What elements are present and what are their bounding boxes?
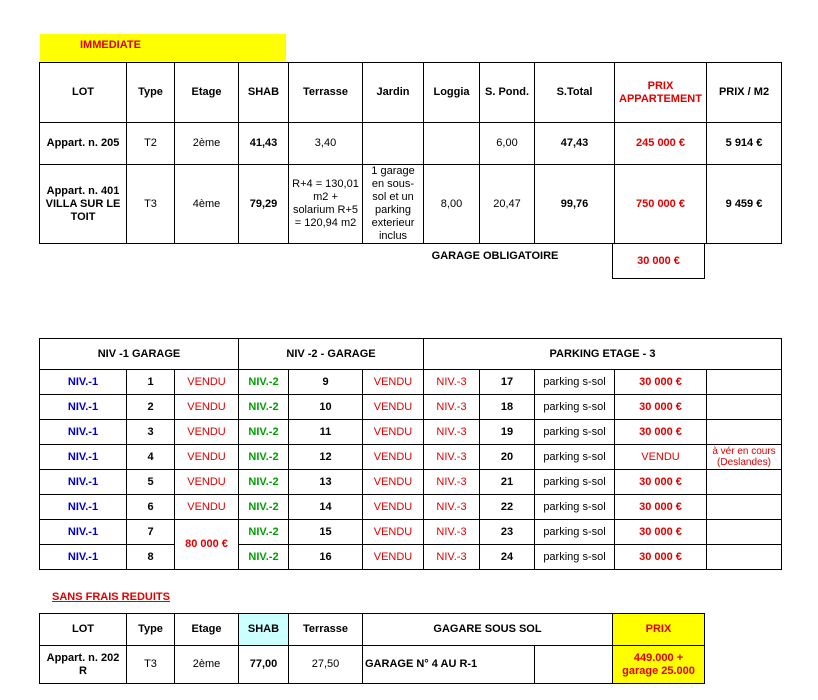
shab-cell: 79,29 — [239, 165, 289, 244]
niv2-status-cell: VENDU — [363, 470, 424, 495]
niv1-level-cell: NIV.-1 — [40, 420, 127, 445]
niv1-status-cell: 80 000 € — [175, 520, 239, 570]
niv3-number-cell: 17 — [480, 370, 535, 395]
shab-cell: 41,43 — [239, 123, 289, 165]
niv2-level-cell: NIV.-2 — [239, 445, 289, 470]
niv3-level-cell: NIV.-3 — [424, 370, 480, 395]
table-row — [40, 545, 782, 570]
type-cell: T3 — [127, 165, 175, 244]
parking-price-cell: 30 000 € — [615, 395, 707, 420]
parking-note-cell — [707, 395, 782, 420]
niv3-level-cell: NIV.-3 — [424, 420, 480, 445]
table-row — [40, 646, 705, 684]
lot-cell: Appart. n. 202 R — [40, 646, 127, 684]
parking-note-cell — [707, 495, 782, 520]
niv2-status-cell: VENDU — [363, 395, 424, 420]
niv2-status-cell: VENDU — [363, 495, 424, 520]
header-terrasse: Terrasse — [289, 614, 363, 646]
header-jardin: Jardin — [363, 63, 424, 123]
garage-obligatoire-label: GARAGE OBLIGATOIRE — [431, 250, 559, 262]
table-row — [40, 520, 782, 545]
niv2-number-cell: 11 — [289, 420, 363, 445]
niv2-level-cell: NIV.-2 — [239, 370, 289, 395]
niv1-number-cell: 1 — [127, 370, 175, 395]
parking-kind-cell: parking s-sol — [535, 420, 615, 445]
type-cell: T3 — [127, 646, 175, 684]
stotal-cell: 47,43 — [535, 123, 615, 165]
niv1-status-cell: VENDU — [175, 445, 239, 470]
niv2-status-cell: VENDU — [363, 445, 424, 470]
header-type: Type — [127, 63, 175, 123]
niv2-level-cell: NIV.-2 — [239, 395, 289, 420]
header-shab: SHAB — [239, 614, 289, 646]
spond-cell: 20,47 — [480, 165, 535, 244]
lots-table — [39, 62, 782, 244]
parking-price-cell: 30 000 € — [615, 420, 707, 445]
niv3-level-cell: NIV.-3 — [424, 445, 480, 470]
niv3-level-cell: NIV.-3 — [424, 395, 480, 420]
header-stotal: S.Total — [535, 63, 615, 123]
header-etage: Etage — [175, 63, 239, 123]
niv1-level-cell: NIV.-1 — [40, 520, 127, 545]
niv2-number-cell: 12 — [289, 445, 363, 470]
niv1-level-cell: NIV.-1 — [40, 495, 127, 520]
sans-frais-title: SANS FRAIS REDUITS — [52, 591, 170, 603]
niv2-number-cell: 10 — [289, 395, 363, 420]
header-type: Type — [127, 614, 175, 646]
niv1-number-cell: 3 — [127, 420, 175, 445]
table-row — [40, 420, 782, 445]
niv3-number-cell: 23 — [480, 520, 535, 545]
niv1-status-cell: VENDU — [175, 395, 239, 420]
jardin-cell — [363, 123, 424, 165]
niv1-status-cell: VENDU — [175, 470, 239, 495]
header-lot: LOT — [40, 63, 127, 123]
stotal-cell: 99,76 — [535, 165, 615, 244]
header-terrasse: Terrasse — [289, 63, 363, 123]
sans-frais-header-row — [40, 614, 705, 646]
parking-header-row — [40, 339, 782, 370]
table-row — [40, 445, 782, 470]
header-prix-appartement: PRIX APPARTEMENT — [615, 63, 707, 123]
terrasse-cell: 27,50 — [289, 646, 363, 684]
garage-cell: GARAGE N° 4 AU R-1 — [363, 646, 535, 684]
table-row — [40, 165, 782, 244]
prix-m2-cell: 5 914 € — [707, 123, 782, 165]
niv2-level-cell: NIV.-2 — [239, 495, 289, 520]
header-shab: SHAB — [239, 63, 289, 123]
niv1-status-cell: VENDU — [175, 420, 239, 445]
niv2-garage-header: NIV -2 - GARAGE — [239, 339, 424, 370]
parking-table — [39, 338, 782, 570]
niv2-level-cell: NIV.-2 — [239, 420, 289, 445]
niv1-status-cell: VENDU — [175, 495, 239, 520]
niv2-status-cell: VENDU — [363, 370, 424, 395]
header-lot: LOT — [40, 614, 127, 646]
parking-kind-cell: parking s-sol — [535, 395, 615, 420]
lot-cell: Appart. n. 205 — [40, 123, 127, 165]
header-prix-m2: PRIX / M2 — [707, 63, 782, 123]
parking-price-cell: 30 000 € — [615, 545, 707, 570]
immediate-banner — [40, 34, 286, 61]
niv1-level-cell: NIV.-1 — [40, 445, 127, 470]
parking-kind-cell: parking s-sol — [535, 370, 615, 395]
niv2-number-cell: 9 — [289, 370, 363, 395]
niv3-number-cell: 18 — [480, 395, 535, 420]
spond-cell: 6,00 — [480, 123, 535, 165]
niv1-level-cell: NIV.-1 — [40, 395, 127, 420]
header-garage-sous-sol: GAGARE SOUS SOL — [363, 614, 613, 646]
parking-price-cell: 30 000 € — [615, 370, 707, 395]
niv1-level-cell: NIV.-1 — [40, 545, 127, 570]
parking-kind-cell: parking s-sol — [535, 445, 615, 470]
immediate-title: IMMEDIATE — [80, 39, 141, 51]
table-row — [40, 370, 782, 395]
niv1-garage-header: NIV -1 GARAGE — [40, 339, 239, 370]
shab-cell: 77,00 — [239, 646, 289, 684]
table-row — [40, 470, 782, 495]
parking-kind-cell: parking s-sol — [535, 520, 615, 545]
niv1-number-cell: 2 — [127, 395, 175, 420]
lot-cell: Appart. n. 401 VILLA SUR LE TOIT — [40, 165, 127, 244]
parking-note-cell — [707, 420, 782, 445]
niv3-level-cell: NIV.-3 — [424, 495, 480, 520]
niv2-number-cell: 15 — [289, 520, 363, 545]
niv2-status-cell: VENDU — [363, 545, 424, 570]
niv2-level-cell: NIV.-2 — [239, 520, 289, 545]
niv3-number-cell: 19 — [480, 420, 535, 445]
parking-etage3-header: PARKING ETAGE - 3 — [424, 339, 782, 370]
sans-frais-table — [39, 613, 705, 684]
jardin-cell: 1 garage en sous-sol et un parking exterieur inclus — [363, 165, 424, 244]
niv3-number-cell: 20 — [480, 445, 535, 470]
table-row — [40, 495, 782, 520]
prix-cell: 750 000 € — [615, 165, 707, 244]
etage-cell: 2ème — [175, 646, 239, 684]
loggia-cell — [424, 123, 480, 165]
etage-cell: 4ème — [175, 165, 239, 244]
loggia-cell: 8,00 — [424, 165, 480, 244]
header-loggia: Loggia — [424, 63, 480, 123]
niv2-level-cell: NIV.-2 — [239, 545, 289, 570]
niv2-status-cell: VENDU — [363, 520, 424, 545]
niv1-number-cell: 6 — [127, 495, 175, 520]
table-row — [40, 395, 782, 420]
niv3-number-cell: 24 — [480, 545, 535, 570]
parking-note-cell — [707, 370, 782, 395]
header-etage: Etage — [175, 614, 239, 646]
prix-m2-cell: 9 459 € — [707, 165, 782, 244]
garage-obligatoire-price: 30 000 € — [612, 244, 705, 279]
niv1-level-cell: NIV.-1 — [40, 370, 127, 395]
niv1-number-cell: 5 — [127, 470, 175, 495]
niv1-level-cell: NIV.-1 — [40, 470, 127, 495]
prix-cell: 245 000 € — [615, 123, 707, 165]
table-row — [40, 123, 782, 165]
parking-price-cell: 30 000 € — [615, 470, 707, 495]
parking-price-cell: 30 000 € — [615, 495, 707, 520]
niv3-level-cell: NIV.-3 — [424, 470, 480, 495]
niv2-number-cell: 16 — [289, 545, 363, 570]
parking-kind-cell: parking s-sol — [535, 470, 615, 495]
terrasse-cell: R+4 = 130,01 m2 + solarium R+5 = 120,94 m2 — [289, 165, 363, 244]
etage-cell: 2ème — [175, 123, 239, 165]
parking-note-cell — [707, 520, 782, 545]
niv3-level-cell: NIV.-3 — [424, 545, 480, 570]
parking-note-cell: à vér en cours (Deslandes) — [707, 445, 782, 470]
niv2-status-cell: VENDU — [363, 420, 424, 445]
header-spond: S. Pond. — [480, 63, 535, 123]
header-prix: PRIX — [613, 614, 705, 646]
niv3-number-cell: 22 — [480, 495, 535, 520]
niv2-number-cell: 13 — [289, 470, 363, 495]
parking-note-cell — [707, 545, 782, 570]
niv1-number-cell: 8 — [127, 545, 175, 570]
parking-kind-cell: parking s-sol — [535, 545, 615, 570]
terrasse-cell: 3,40 — [289, 123, 363, 165]
parking-price-cell: 30 000 € — [615, 520, 707, 545]
lots-header-row — [40, 63, 782, 123]
niv3-number-cell: 21 — [480, 470, 535, 495]
niv1-number-cell: 4 — [127, 445, 175, 470]
niv2-level-cell: NIV.-2 — [239, 470, 289, 495]
prix-cell: 449.000 + garage 25.000 — [613, 646, 705, 684]
parking-price-cell: VENDU — [615, 445, 707, 470]
niv2-number-cell: 14 — [289, 495, 363, 520]
empty-cell — [535, 646, 613, 684]
parking-kind-cell: parking s-sol — [535, 495, 615, 520]
niv1-number-cell: 7 — [127, 520, 175, 545]
parking-note-cell — [707, 470, 782, 495]
niv1-status-cell: VENDU — [175, 370, 239, 395]
type-cell: T2 — [127, 123, 175, 165]
niv3-level-cell: NIV.-3 — [424, 520, 480, 545]
